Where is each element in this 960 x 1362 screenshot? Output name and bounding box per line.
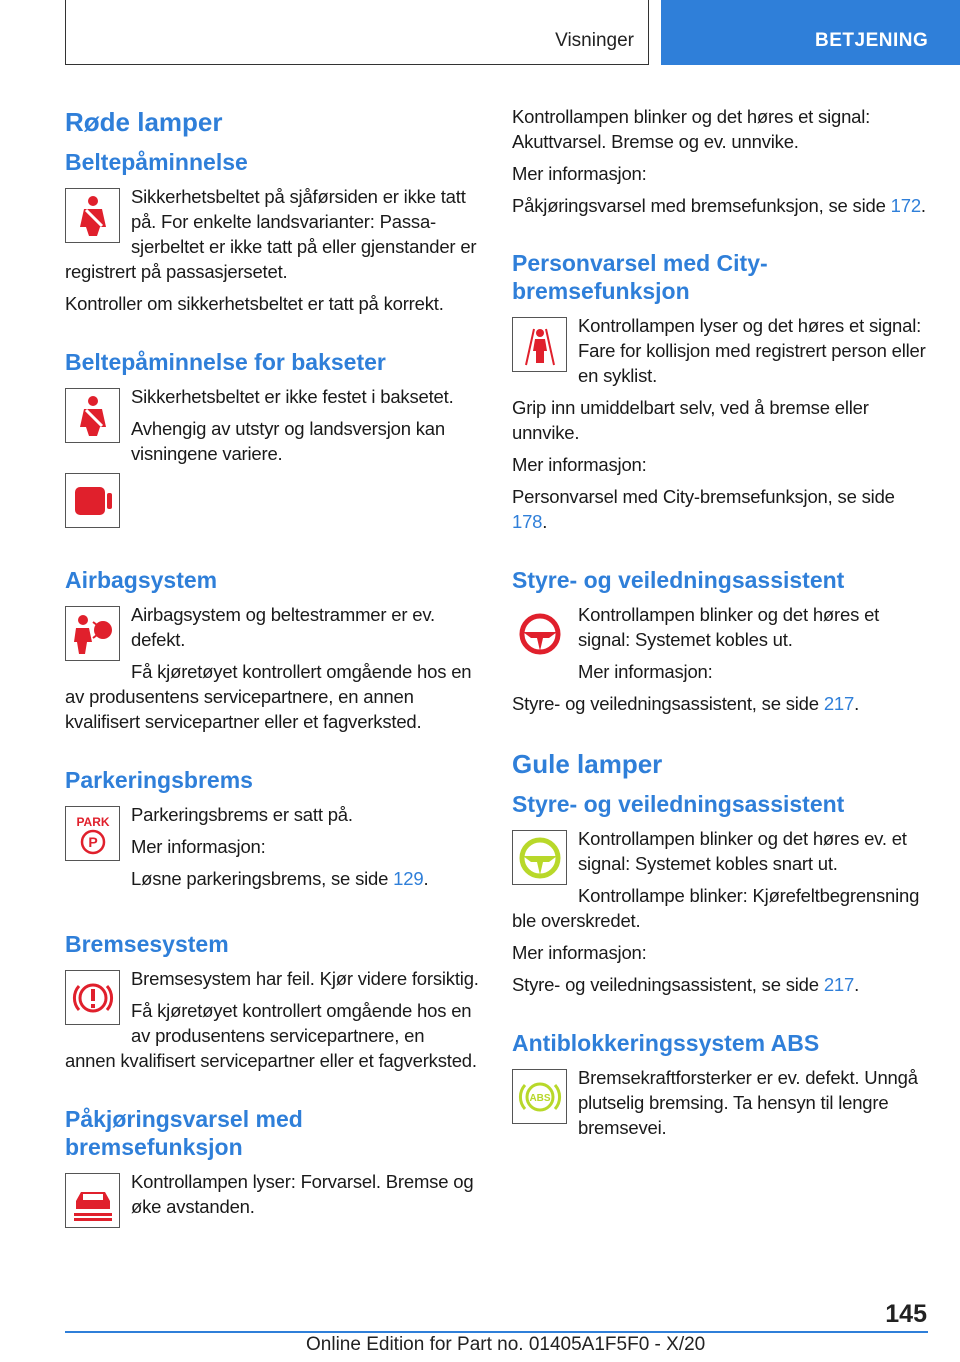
- section-parking-brake: [65, 766, 479, 898]
- paragraph: Personvarsel med City-bremsefunksjon, se side 178.: [512, 486, 895, 532]
- section-steering-assist-red: [512, 566, 926, 716]
- paragraph: Sikkerhetsbeltet er ikke festet i baksetet.: [131, 386, 454, 407]
- paragraph: Styre- og veiledningsassistent, se side 217.: [512, 693, 860, 714]
- section-heading: Airbagsystem: [65, 567, 218, 593]
- paragraph: Parkeringsbrems er satt på.: [131, 804, 353, 825]
- section-heading: Personvarsel med City-bremsefunksjon: [512, 250, 768, 304]
- footer-edition: Online Edition for Part no. 01405A1F5F0 - X/20: [306, 1334, 706, 1355]
- right-column: [512, 104, 926, 1172]
- section-airbag: [65, 566, 479, 734]
- paragraph: Mer informasjon:: [512, 454, 647, 475]
- paragraph: Mer informasjon:: [131, 836, 266, 857]
- header-section-box: [65, 0, 649, 65]
- paragraph: Mer informasjon:: [578, 661, 713, 682]
- page-link-129[interactable]: 129: [393, 868, 424, 889]
- section-steering-assist-yellow: [512, 790, 926, 997]
- page-link-217[interactable]: 217: [823, 693, 855, 714]
- pedestrian-icon: [512, 317, 567, 372]
- footer-divider: [65, 1331, 928, 1333]
- collision-car-icon: [65, 1173, 120, 1228]
- paragraph: Bremsesystem har feil. Kjør videre forsiktig.: [131, 968, 479, 989]
- page-number: 145: [885, 1300, 927, 1328]
- seatbelt-icon: [65, 188, 120, 243]
- section-heading: Styre- og veiledningsassistent: [512, 791, 845, 817]
- ref-text: Løsne parkeringsbrems, se side: [131, 868, 394, 889]
- header-section: Visninger: [555, 30, 634, 51]
- paragraph: Kontrollampen blinker og det høres et signal: Systemet kobles ut.: [578, 604, 880, 650]
- paragraph: Kontrollampen lyser og det høres et signal: Fare for kollisjon med registrert person eller en syklist.: [578, 315, 926, 386]
- page-link-217[interactable]: 217: [823, 974, 855, 995]
- paragraph: Bremsekraftforsterker er ev. defekt. Unngå plutselig bremsing. Ta hensyn til lengre bremsevei.: [578, 1067, 918, 1138]
- section-rear-seatbelt: [65, 348, 479, 534]
- page-title-red-lamps: Røde lamper: [65, 107, 223, 137]
- left-column: [65, 100, 479, 1251]
- steering-wheel-icon: [512, 606, 567, 661]
- section-heading: Beltepåminnelse: [65, 149, 248, 175]
- header-chapter-box: [661, 0, 960, 65]
- ref-text: Personvarsel med City-bremsefunksjon, se side: [512, 486, 895, 507]
- section-collision-warning: [65, 1105, 479, 1219]
- park-letter: P: [87, 833, 98, 850]
- airbag-icon: [65, 606, 120, 661]
- park-label: PARK: [75, 814, 110, 829]
- paragraph: Avhengig av utstyr og landsversjon kan visningene variere.: [131, 418, 445, 464]
- section-brake-system: [65, 930, 479, 1073]
- section-abs: [512, 1029, 926, 1140]
- paragraph: Få kjøretøyet kontrollert omgående hos en av produsentens servicepartnere, en annen kvalifisert servicepartner eller et fagverksted.: [65, 1000, 477, 1071]
- header-chapter: BETJENING: [815, 30, 929, 51]
- abs-label: ABS: [528, 1092, 551, 1104]
- section-person-warning: [512, 249, 926, 534]
- ref-text: Styre- og veiledningsassistent, se side: [512, 693, 824, 714]
- rear-seatbelt-icon: [65, 388, 120, 443]
- ref-text: Påkjøringsvarsel med bremsefunksjon, se side: [512, 195, 891, 216]
- steering-wheel-yellow-icon: [512, 830, 567, 885]
- paragraph: Kontrollampen blinker og det høres et signal: Akuttvarsel. Bremse og ev. unnvike.: [512, 106, 871, 152]
- paragraph: Airbagsystem og beltestrammer er ev. defekt.: [131, 604, 435, 650]
- page-title-yellow-lamps: Gule lamper: [512, 749, 663, 779]
- page-link-172[interactable]: 172: [890, 195, 921, 216]
- paragraph: Sikkerhetsbeltet på sjåførsiden er ikke tatt på. For enkelte landsvarianter: Passasjerbeltet er ikke tatt på eller gjenstander er registrert på passasjersetet.: [65, 186, 477, 282]
- paragraph: Kontroller om sikkerhetsbeltet er tatt på korrekt.: [65, 293, 444, 314]
- abs-icon: [512, 1069, 567, 1124]
- paragraph: Mer informasjon:: [512, 163, 647, 184]
- section-heading: Bremsesystem: [65, 931, 229, 957]
- paragraph: Løsne parkeringsbrems, se side 129.: [131, 868, 429, 889]
- park-icon: [65, 806, 120, 861]
- paragraph: Påkjøringsvarsel med bremsefunksjon, se side 172.: [512, 195, 926, 216]
- section-heading: Påkjøringsvarsel med bremsefunksjon: [65, 1106, 303, 1160]
- section-heading: Beltepåminnelse for bakseter: [65, 349, 386, 375]
- paragraph: Kontrollampen blinker og det høres ev. et signal: Systemet kobles snart ut.: [578, 828, 907, 874]
- brake-warning-icon: [65, 970, 120, 1025]
- paragraph: Grip inn umiddelbart selv, ved å bremse eller unnvike.: [512, 397, 869, 443]
- paragraph: Kontrollampen lyser: Forvarsel. Bremse og øke avstanden.: [131, 1171, 474, 1217]
- ref-text: Styre- og veiledningsassistent, se side: [512, 974, 824, 995]
- paragraph: Få kjøretøyet kontrollert omgående hos en av produsentens servicepartnere, en annen kvalifisert servicepartner eller et fagverksted.: [65, 661, 472, 732]
- page-link-178[interactable]: 178: [512, 511, 543, 532]
- paragraph: Styre- og veiledningsassistent, se side 217.: [512, 974, 860, 995]
- section-seatbelt-reminder: [65, 148, 479, 316]
- section-heading: Antiblokkeringssystem ABS: [512, 1030, 820, 1056]
- paragraph: Mer informasjon:: [512, 942, 647, 963]
- rear-seat-indicator-icon: [65, 473, 120, 528]
- section-heading: Parkeringsbrems: [65, 767, 253, 793]
- section-heading: Styre- og veiledningsassistent: [512, 567, 845, 593]
- paragraph: Kontrollampe blinker: Kjørefeltbegrensning ble overskredet.: [512, 885, 920, 931]
